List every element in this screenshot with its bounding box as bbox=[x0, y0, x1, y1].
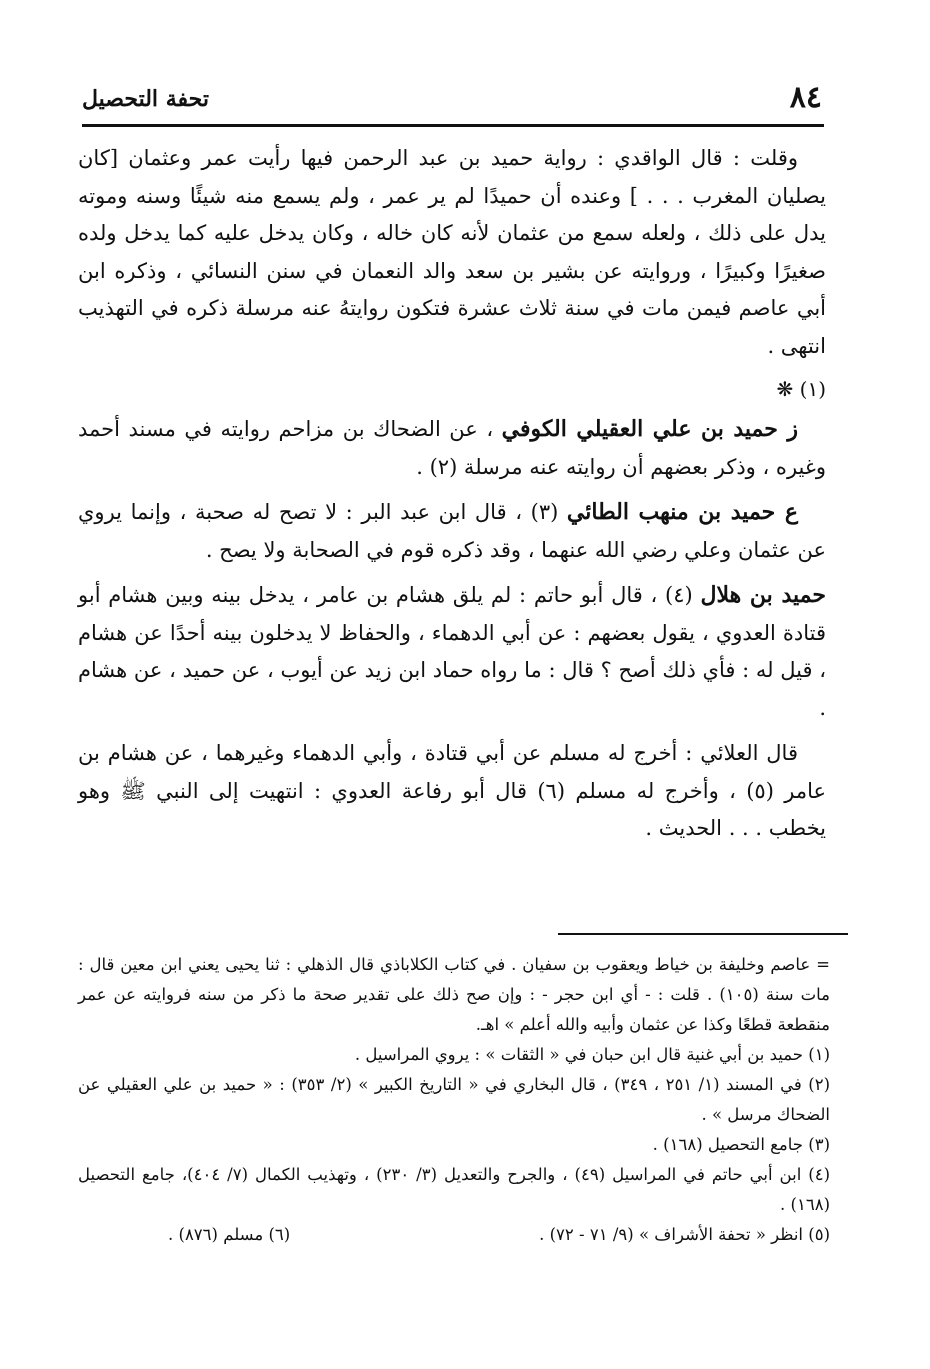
entry-humayd-ibn-hilal bbox=[78, 577, 826, 727]
footnote-2: (٢) في المسند (١/ ٢٥١ ، ٣٤٩) ، قال البخاري في « التاريخ الكبير » (٢/ ٣٥٣) : « حميد بن علي العقيلي عن الضحاك مرسل » . bbox=[78, 1075, 830, 1124]
entry-heading: حميد بن هلال bbox=[700, 582, 826, 608]
footnotes bbox=[78, 950, 830, 1250]
page-number: ٨٤ bbox=[789, 80, 822, 115]
footnote-5: (٥) انظر « تحفة الأشراف » (٩/ ٧١ - ٧٢) . bbox=[539, 1225, 830, 1244]
paragraph-wāqidī-note: وقلت : قال الواقدي : رواية حميد بن عبد الرحمن فيها رأيت عمر وعثمان [كان يصليان المغرب . . . ] وعنده أن حميدًا لم ير عمر ، ولم يسمع منه شيئًا وسنه وموته يدل على ذلك ، ولعله سمع من عثمان لأنه كان خاله ، وكان يدخل عليه كما يدخل ولده صغيرًا وكبيرًا ، وروايته عن بشير بن سعد والد النعمان في سنن النسائي ، وذكره ابن أبي عاصم فيمن مات في سنة ثلاث عشرة فتكون روايتهُ عنه مرسلة ذكره في التهذيب انتهى . bbox=[78, 146, 826, 358]
footnote-4: (٤) ابن أبي حاتم في المراسيل (٤٩) ، والجرح والتعديل (٣/ ٢٣٠) ، وتهذيب الكمال (٧/ ٤٠٤)، جامع التحصيل (١٦٨) . bbox=[78, 1165, 831, 1214]
footnote-continuation: = عاصم وخليفة بن خياط ويعقوب بن سفيان . في كتاب الكلاباذي قال الذهلي : ثنا يحيى يعني ابن معين قال : مات سنة (١٠٥) . قلت : - أي ابن حجر - : وإن صح ذلك على تقدير صحة ما ذكر من سنه فروايته عن عمر منقطعة قطعًا وكذا عن عثمان وأبيه والله أعلم » اهـ. bbox=[78, 955, 830, 1034]
entry-heading: ز حميد بن علي العقيلي الكوفي bbox=[501, 416, 798, 442]
entry-humayd-ibn-munhib bbox=[78, 494, 826, 569]
header-rule bbox=[82, 124, 824, 127]
entry-body: (٣) ، قال ابن عبد البر : لا تصح له صحبة ، وإنما يروي عن عثمان وعلي رضي الله عنهما ، وقد ذكره قوم في الصحابة ولا يصح . bbox=[78, 500, 826, 562]
paragraph-alai-note: قال العلائي : أخرج له مسلم عن أبي قتادة ، وأبي الدهماء وغيرهما ، عن هشام بن عامر (٥) ، وأخرج له مسلم (٦) قال أبو رفاعة العدوي : انتهيت إلى النبي ﷺ وهو يخطب . . . الحديث . bbox=[78, 741, 826, 840]
page-header bbox=[82, 80, 822, 120]
entry-body: (٤) ، قال أبو حاتم : لم يلق هشام بن عامر ، يدخل بينه وبين هشام أبو قتادة العدوي ، يقول بعضهم : عن أبي الدهماء ، والحفاظ لا يدخلون بينه أحدًا عن هشام ، قيل له : فأي ذلك أصح ؟ قال : ما رواه حماد ابن زيد عن أيوب ، عن حميد ، عن هشام . bbox=[78, 583, 826, 720]
footnote-marker-star: (١) ❋ bbox=[776, 377, 826, 401]
footnote-1: (١) حميد بن أبي غنية قال ابن حبان في « الثقات » : يروي المراسيل . bbox=[354, 1045, 830, 1064]
footnote-separator bbox=[558, 933, 848, 935]
entry-humayd-ibn-ali bbox=[78, 411, 826, 486]
running-title: تحفة التحصيل bbox=[82, 86, 209, 112]
footnote-6: (٦) مسلم (٨٧٦) . bbox=[168, 1225, 291, 1244]
main-text bbox=[78, 140, 826, 856]
footnotes-5-6 bbox=[78, 1220, 830, 1250]
entry-heading: ع حميد بن منهب الطائي bbox=[566, 499, 798, 525]
entry-body: ، عن الضحاك بن مزاحم روايته في مسند أحمد وغيره ، وذكر بعضهم أن روايته عنه مرسلة (٢) . bbox=[78, 417, 826, 479]
footnote-3: (٣) جامع التحصيل (١٦٨) . bbox=[652, 1135, 830, 1154]
